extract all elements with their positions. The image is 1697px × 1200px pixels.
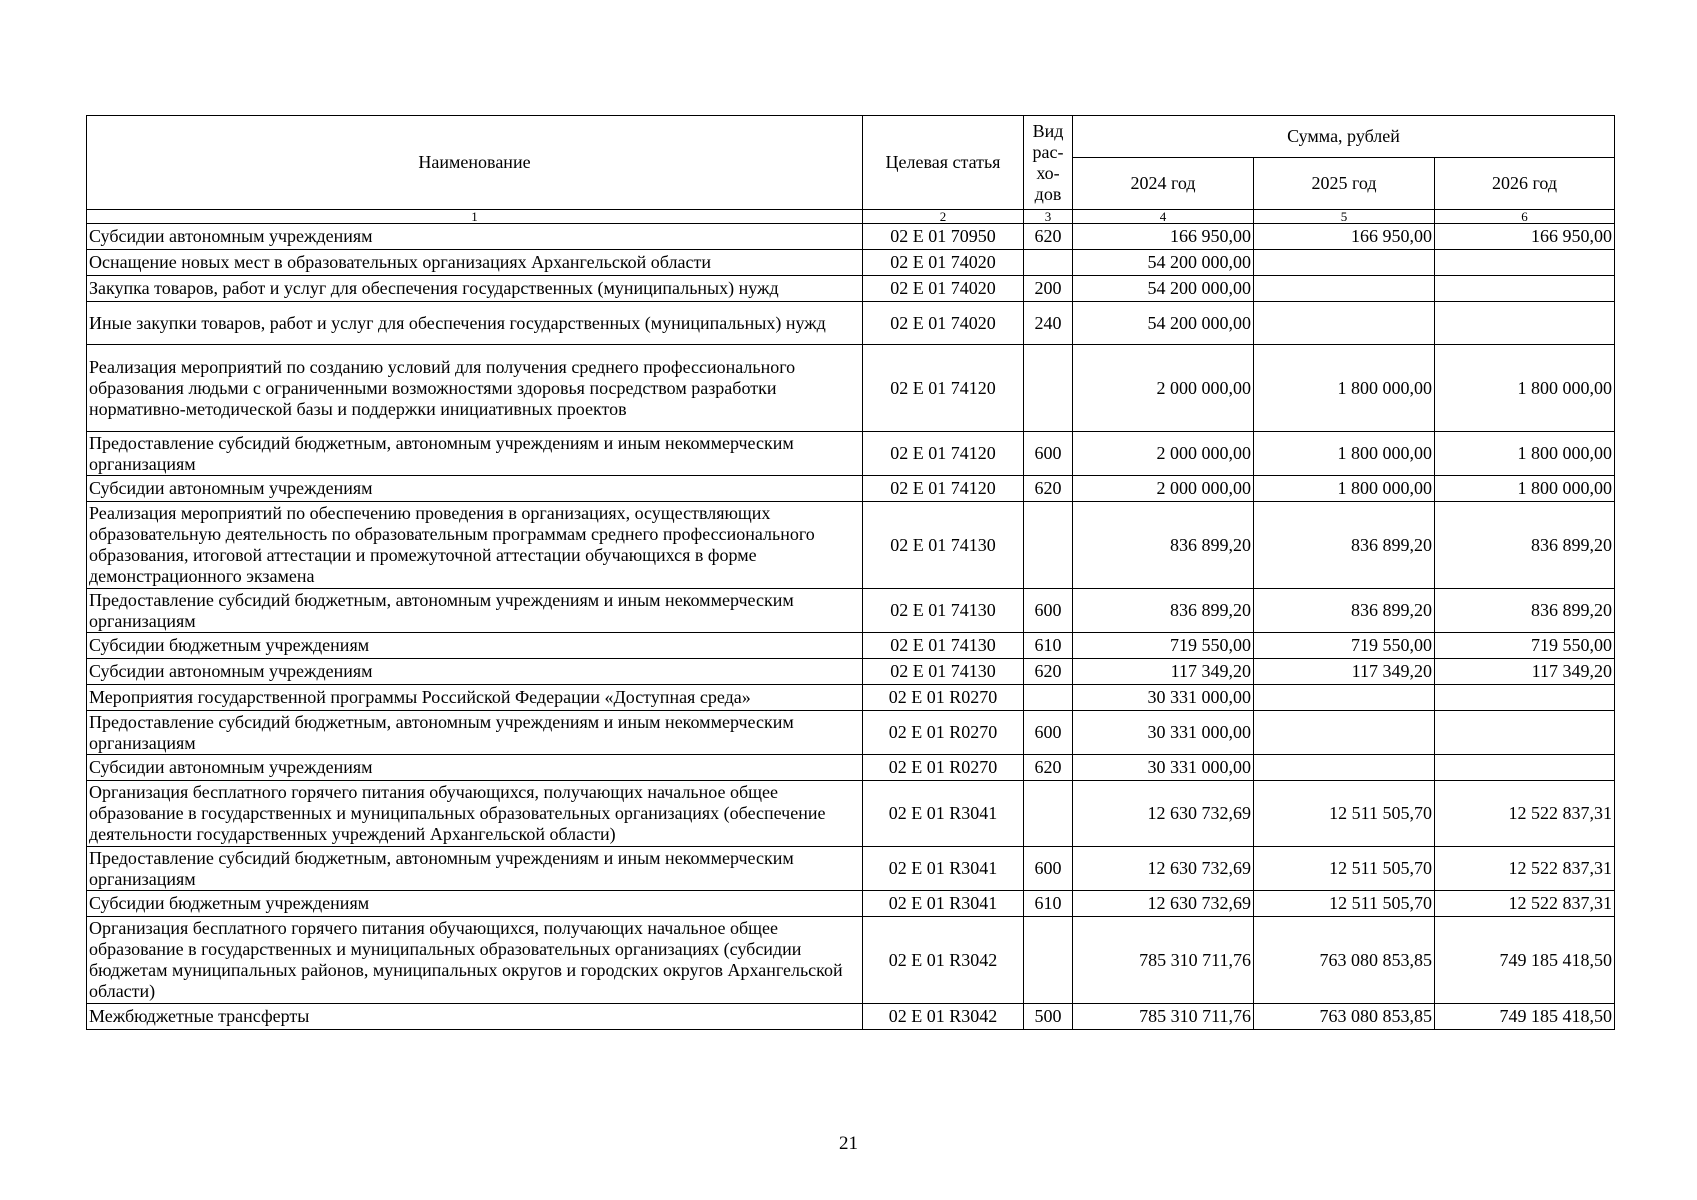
row-expense-type — [1024, 781, 1073, 847]
row-name: Мероприятия государственной программы Российской Федерации «Доступная среда» — [87, 685, 863, 711]
row-expense-type: 610 — [1024, 891, 1073, 917]
row-sum-2024: 117 349,20 — [1073, 659, 1254, 685]
row-sum-2026 — [1435, 685, 1615, 711]
row-sum-2025: 1 800 000,00 — [1254, 432, 1435, 476]
row-target-article: 02 E 01 74130 — [863, 502, 1024, 589]
header-year-2026: 2026 год — [1435, 158, 1615, 210]
row-sum-2025 — [1254, 250, 1435, 276]
table-row — [87, 502, 1615, 589]
row-sum-2025: 836 899,20 — [1254, 589, 1435, 633]
row-target-article: 02 E 01 74120 — [863, 432, 1024, 476]
row-name: Реализация мероприятий по созданию условий для получения среднего профессионального образования людьми с ограниченными возможностями здоровья посредством разработки нормативно-методической базы и поддержки инициативных проектов — [87, 345, 863, 432]
table-row — [87, 781, 1615, 847]
row-expense-type — [1024, 250, 1073, 276]
row-sum-2025: 1 800 000,00 — [1254, 476, 1435, 502]
row-name: Организация бесплатного горячего питания обучающихся, получающих начальное общее образование в государственных и муниципальных образовательных организациях (обеспечение деятельности государственных учреждений Архангельской области) — [87, 781, 863, 847]
row-sum-2026: 12 522 837,31 — [1435, 847, 1615, 891]
row-sum-2025 — [1254, 755, 1435, 781]
row-sum-2026: 1 800 000,00 — [1435, 476, 1615, 502]
row-sum-2024: 785 310 711,76 — [1073, 917, 1254, 1004]
row-name: Субсидии автономным учреждениям — [87, 476, 863, 502]
table-row — [87, 711, 1615, 755]
row-target-article: 02 E 01 R0270 — [863, 711, 1024, 755]
row-target-article: 02 E 01 70950 — [863, 224, 1024, 250]
row-sum-2024: 166 950,00 — [1073, 224, 1254, 250]
row-target-article: 02 E 01 74130 — [863, 659, 1024, 685]
row-sum-2024: 12 630 732,69 — [1073, 847, 1254, 891]
row-sum-2024: 54 200 000,00 — [1073, 250, 1254, 276]
table-row — [87, 891, 1615, 917]
row-name: Субсидии бюджетным учреждениям — [87, 891, 863, 917]
row-sum-2024: 12 630 732,69 — [1073, 891, 1254, 917]
row-target-article: 02 E 01 R3042 — [863, 917, 1024, 1004]
table-row — [87, 847, 1615, 891]
row-name: Предоставление субсидий бюджетным, автономным учреждениям и иным некоммерческим организациям — [87, 589, 863, 633]
table-row — [87, 276, 1615, 302]
header-name: Наименование — [87, 116, 863, 210]
header-target-article: Целевая статья — [863, 116, 1024, 210]
table-row — [87, 659, 1615, 685]
row-sum-2024: 54 200 000,00 — [1073, 276, 1254, 302]
column-number: 1 — [87, 210, 863, 224]
row-sum-2024: 785 310 711,76 — [1073, 1004, 1254, 1030]
row-sum-2026: 1 800 000,00 — [1435, 345, 1615, 432]
table-row — [87, 345, 1615, 432]
row-sum-2024: 836 899,20 — [1073, 502, 1254, 589]
row-target-article: 02 E 01 74020 — [863, 302, 1024, 345]
row-name: Межбюджетные трансферты — [87, 1004, 863, 1030]
row-name: Иные закупки товаров, работ и услуг для обеспечения государственных (муниципальных) нужд — [87, 302, 863, 345]
row-sum-2026: 836 899,20 — [1435, 589, 1615, 633]
table-row — [87, 432, 1615, 476]
table-row — [87, 250, 1615, 276]
row-expense-type: 620 — [1024, 755, 1073, 781]
row-name: Реализация мероприятий по обеспечению проведения в организациях, осуществляющих образовательную деятельность по образовательным программам среднего профессионального образования, итоговой аттестации и промежуточной аттестации обучающихся в форме демонстрационного экзамена — [87, 502, 863, 589]
row-expense-type: 200 — [1024, 276, 1073, 302]
row-name: Субсидии автономным учреждениям — [87, 659, 863, 685]
column-number: 6 — [1435, 210, 1615, 224]
row-expense-type: 600 — [1024, 589, 1073, 633]
header-year-2025: 2025 год — [1254, 158, 1435, 210]
row-sum-2025 — [1254, 711, 1435, 755]
row-expense-type: 610 — [1024, 633, 1073, 659]
row-name: Организация бесплатного горячего питания обучающихся, получающих начальное общее образование в государственных и муниципальных образовательных организациях (субсидии бюджетам муниципальных районов, муниципальных округов и городских округов Архангельской области) — [87, 917, 863, 1004]
row-target-article: 02 E 01 R3041 — [863, 781, 1024, 847]
row-name: Субсидии автономным учреждениям — [87, 224, 863, 250]
row-expense-type: 600 — [1024, 847, 1073, 891]
row-expense-type: 600 — [1024, 432, 1073, 476]
row-sum-2025: 763 080 853,85 — [1254, 1004, 1435, 1030]
row-sum-2025 — [1254, 685, 1435, 711]
row-sum-2026: 719 550,00 — [1435, 633, 1615, 659]
row-sum-2026: 1 800 000,00 — [1435, 432, 1615, 476]
row-name: Предоставление субсидий бюджетным, автономным учреждениям и иным некоммерческим организациям — [87, 711, 863, 755]
table-row — [87, 302, 1615, 345]
row-sum-2024: 54 200 000,00 — [1073, 302, 1254, 345]
header-sum: Сумма, рублей — [1073, 116, 1615, 158]
row-name: Субсидии автономным учреждениям — [87, 755, 863, 781]
row-expense-type: 620 — [1024, 476, 1073, 502]
row-target-article: 02 E 01 R0270 — [863, 685, 1024, 711]
row-sum-2024: 2 000 000,00 — [1073, 432, 1254, 476]
row-sum-2026: 117 349,20 — [1435, 659, 1615, 685]
row-sum-2024: 836 899,20 — [1073, 589, 1254, 633]
row-sum-2025: 166 950,00 — [1254, 224, 1435, 250]
row-sum-2026: 749 185 418,50 — [1435, 1004, 1615, 1030]
row-expense-type — [1024, 345, 1073, 432]
table-row — [87, 589, 1615, 633]
row-sum-2025: 1 800 000,00 — [1254, 345, 1435, 432]
row-sum-2024: 30 331 000,00 — [1073, 755, 1254, 781]
row-sum-2026: 836 899,20 — [1435, 502, 1615, 589]
column-number: 3 — [1024, 210, 1073, 224]
row-target-article: 02 E 01 R3041 — [863, 891, 1024, 917]
table-row — [87, 1004, 1615, 1030]
row-target-article: 02 E 01 74130 — [863, 633, 1024, 659]
row-target-article: 02 E 01 R3041 — [863, 847, 1024, 891]
row-sum-2026: 12 522 837,31 — [1435, 891, 1615, 917]
table-row — [87, 633, 1615, 659]
row-name: Оснащение новых мест в образовательных организациях Архангельской области — [87, 250, 863, 276]
row-sum-2026 — [1435, 755, 1615, 781]
column-number: 4 — [1073, 210, 1254, 224]
table-row — [87, 476, 1615, 502]
row-sum-2025: 763 080 853,85 — [1254, 917, 1435, 1004]
row-expense-type — [1024, 502, 1073, 589]
row-sum-2024: 719 550,00 — [1073, 633, 1254, 659]
header-expense-type: Вид рас-хо-дов — [1024, 116, 1073, 210]
row-expense-type: 620 — [1024, 224, 1073, 250]
row-sum-2026 — [1435, 711, 1615, 755]
row-name: Субсидии бюджетным учреждениям — [87, 633, 863, 659]
row-name: Предоставление субсидий бюджетным, автономным учреждениям и иным некоммерческим организациям — [87, 847, 863, 891]
page-number: 21 — [839, 1133, 858, 1154]
row-target-article: 02 E 01 74130 — [863, 589, 1024, 633]
row-target-article: 02 E 01 74120 — [863, 345, 1024, 432]
row-expense-type — [1024, 685, 1073, 711]
row-name: Предоставление субсидий бюджетным, автономным учреждениям и иным некоммерческим организациям — [87, 432, 863, 476]
row-sum-2024: 12 630 732,69 — [1073, 781, 1254, 847]
row-sum-2026 — [1435, 302, 1615, 345]
row-sum-2025: 836 899,20 — [1254, 502, 1435, 589]
row-sum-2024: 30 331 000,00 — [1073, 685, 1254, 711]
row-sum-2024: 30 331 000,00 — [1073, 711, 1254, 755]
row-target-article: 02 E 01 74020 — [863, 250, 1024, 276]
row-expense-type: 600 — [1024, 711, 1073, 755]
row-sum-2025: 12 511 505,70 — [1254, 781, 1435, 847]
row-sum-2026: 12 522 837,31 — [1435, 781, 1615, 847]
row-expense-type: 620 — [1024, 659, 1073, 685]
header-year-2024: 2024 год — [1073, 158, 1254, 210]
row-sum-2025: 117 349,20 — [1254, 659, 1435, 685]
row-expense-type: 240 — [1024, 302, 1073, 345]
row-sum-2025 — [1254, 276, 1435, 302]
row-expense-type: 500 — [1024, 1004, 1073, 1030]
row-sum-2026 — [1435, 276, 1615, 302]
row-sum-2026: 166 950,00 — [1435, 224, 1615, 250]
table-row — [87, 755, 1615, 781]
row-sum-2025 — [1254, 302, 1435, 345]
row-target-article: 02 E 01 74020 — [863, 276, 1024, 302]
budget-table — [86, 115, 1615, 1030]
row-name: Закупка товаров, работ и услуг для обеспечения государственных (муниципальных) нужд — [87, 276, 863, 302]
column-number: 5 — [1254, 210, 1435, 224]
column-numbers-row — [87, 210, 1615, 224]
table-row — [87, 685, 1615, 711]
row-target-article: 02 E 01 R0270 — [863, 755, 1024, 781]
row-target-article: 02 E 01 R3042 — [863, 1004, 1024, 1030]
column-number: 2 — [863, 210, 1024, 224]
row-sum-2025: 719 550,00 — [1254, 633, 1435, 659]
row-sum-2025: 12 511 505,70 — [1254, 847, 1435, 891]
row-sum-2025: 12 511 505,70 — [1254, 891, 1435, 917]
row-target-article: 02 E 01 74120 — [863, 476, 1024, 502]
row-sum-2024: 2 000 000,00 — [1073, 345, 1254, 432]
table-row — [87, 224, 1615, 250]
table-row — [87, 917, 1615, 1004]
row-expense-type — [1024, 917, 1073, 1004]
row-sum-2024: 2 000 000,00 — [1073, 476, 1254, 502]
row-sum-2026 — [1435, 250, 1615, 276]
row-sum-2026: 749 185 418,50 — [1435, 917, 1615, 1004]
